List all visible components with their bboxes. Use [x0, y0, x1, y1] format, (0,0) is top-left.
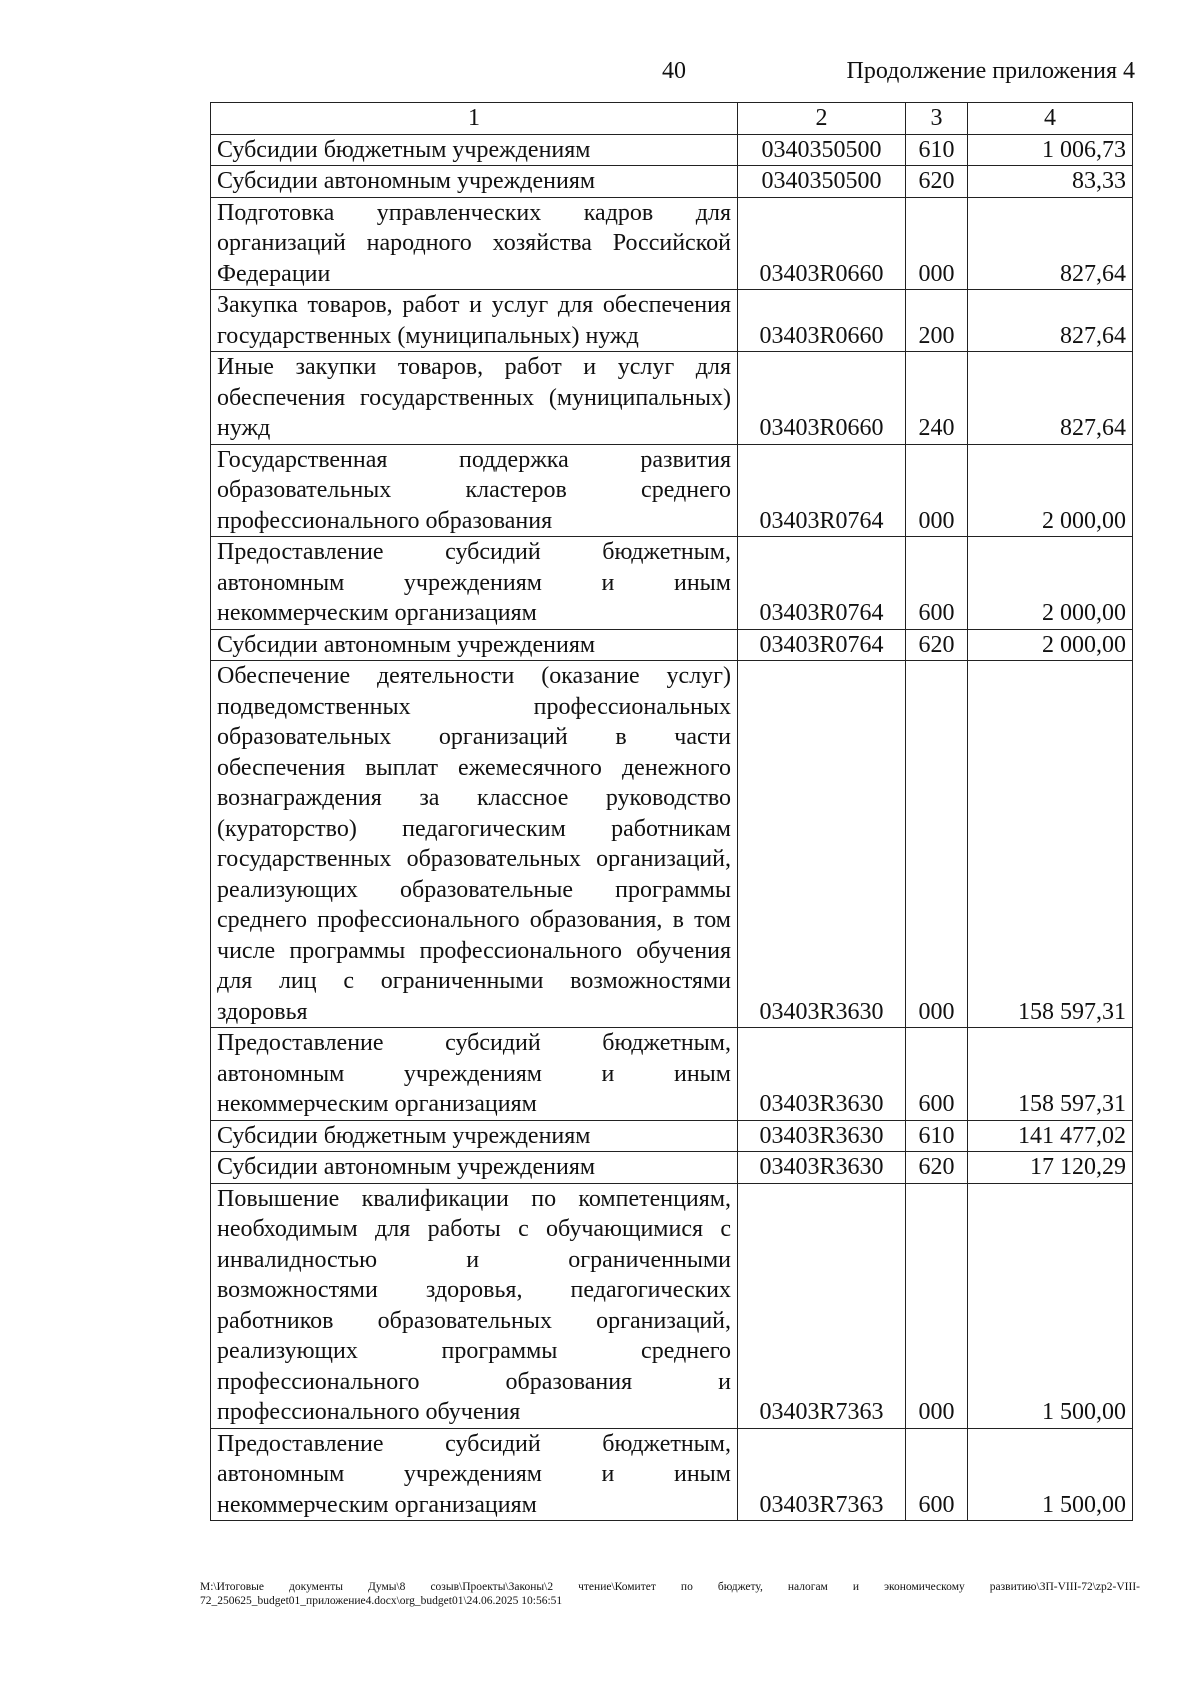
row-name: Иные закупки товаров, работ и услуг для обеспечения государственных (муниципальных) нужд: [211, 352, 738, 445]
row-amount: 827,64: [968, 197, 1133, 290]
row-name: Повышение квалификации по компетенциям, необходимым для работы с обучающимися с инвалидностью и ограниченными возможностями здоровья, педагогических работников образовательных организаций, реализующих программы среднего профессионального образования и профессионального обучения: [211, 1183, 738, 1428]
row-amount: 2 000,00: [968, 629, 1133, 661]
row-code: 0340350500: [738, 134, 906, 166]
row-amount: 141 477,02: [968, 1120, 1133, 1152]
row-type: 200: [906, 290, 968, 352]
row-type: 620: [906, 1152, 968, 1184]
row-type: 610: [906, 134, 968, 166]
row-type: 600: [906, 1428, 968, 1521]
table-row: [211, 537, 1133, 630]
table-row: [211, 661, 1133, 1028]
table-row: [211, 290, 1133, 352]
row-amount: 1 500,00: [968, 1428, 1133, 1521]
row-type: 620: [906, 166, 968, 198]
row-type: 600: [906, 1028, 968, 1121]
row-type: 000: [906, 197, 968, 290]
column-header: 2: [738, 103, 906, 135]
row-amount: 827,64: [968, 290, 1133, 352]
row-code: 03403R0660: [738, 352, 906, 445]
row-type: 000: [906, 444, 968, 537]
row-type: 620: [906, 629, 968, 661]
row-code: 03403R7363: [738, 1428, 906, 1521]
row-amount: 1 500,00: [968, 1183, 1133, 1428]
budget-table: [210, 102, 1133, 1521]
table-row: [211, 1152, 1133, 1184]
row-name: Субсидии автономным учреждениям: [211, 629, 738, 661]
table-row: [211, 1028, 1133, 1121]
row-type: 000: [906, 1183, 968, 1428]
table-header-row: [211, 103, 1133, 135]
row-amount: 2 000,00: [968, 537, 1133, 630]
column-header: 3: [906, 103, 968, 135]
row-name: Предоставление субсидий бюджетным, автономным учреждениям и иным некоммерческим организациям: [211, 537, 738, 630]
row-name: Субсидии автономным учреждениям: [211, 1152, 738, 1184]
row-name: Государственная поддержка развития образовательных кластеров среднего профессионального образования: [211, 444, 738, 537]
table-row: [211, 197, 1133, 290]
row-name: Закупка товаров, работ и услуг для обеспечения государственных (муниципальных) нужд: [211, 290, 738, 352]
row-name: Обеспечение деятельности (оказание услуг) подведомственных профессиональных образовательных организаций в части обеспечения выплат ежемесячного денежного вознаграждения за классное руководство (кураторство) педагогическим работникам государственных образовательных организаций, реализующих образовательные программы среднего профессионального образования, в том числе программы профессионального обучения для лиц с ограниченными возможностями здоровья: [211, 661, 738, 1028]
row-code: 03403R7363: [738, 1183, 906, 1428]
row-name: Предоставление субсидий бюджетным, автономным учреждениям и иным некоммерческим организациям: [211, 1028, 738, 1121]
row-amount: 1 006,73: [968, 134, 1133, 166]
row-amount: 83,33: [968, 166, 1133, 198]
row-name: Субсидии бюджетным учреждениям: [211, 1120, 738, 1152]
row-code: 03403R0660: [738, 197, 906, 290]
column-header: 4: [968, 103, 1133, 135]
document-path-footer: M:\Итоговые документы Думы\8 созыв\Проекты\Законы\2 чтение\Комитет по бюджету, налогам и экономическому развитию\ЗП-VIII-72\zp2-VIII-72_250625_budget01_приложение4.docx\org_budget01\24.06.2025 10:56:51: [200, 1581, 1140, 1607]
table-row: [211, 444, 1133, 537]
row-code: 03403R0660: [738, 290, 906, 352]
row-code: 0340350500: [738, 166, 906, 198]
row-amount: 2 000,00: [968, 444, 1133, 537]
table-row: [211, 1428, 1133, 1521]
row-amount: 158 597,31: [968, 661, 1133, 1028]
row-amount: 827,64: [968, 352, 1133, 445]
row-type: 600: [906, 537, 968, 630]
row-type: 000: [906, 661, 968, 1028]
row-code: 03403R0764: [738, 537, 906, 630]
table-row: [211, 166, 1133, 198]
table-row: [211, 352, 1133, 445]
table-row: [211, 1120, 1133, 1152]
table-row: [211, 134, 1133, 166]
row-amount: 158 597,31: [968, 1028, 1133, 1121]
row-code: 03403R3630: [738, 1120, 906, 1152]
column-header: 1: [211, 103, 738, 135]
row-code: 03403R0764: [738, 629, 906, 661]
table-row: [211, 1183, 1133, 1428]
row-type: 240: [906, 352, 968, 445]
page-number: 40: [662, 58, 686, 84]
table-row: [211, 629, 1133, 661]
row-name: Предоставление субсидий бюджетным, автономным учреждениям и иным некоммерческим организациям: [211, 1428, 738, 1521]
row-name: Субсидии бюджетным учреждениям: [211, 134, 738, 166]
row-name: Субсидии автономным учреждениям: [211, 166, 738, 198]
row-code: 03403R3630: [738, 1028, 906, 1121]
row-code: 03403R0764: [738, 444, 906, 537]
page-title: Продолжение приложения 4: [846, 58, 1135, 84]
row-name: Подготовка управленческих кадров для организаций народного хозяйства Российской Федерации: [211, 197, 738, 290]
row-type: 610: [906, 1120, 968, 1152]
row-code: 03403R3630: [738, 1152, 906, 1184]
row-code: 03403R3630: [738, 661, 906, 1028]
row-amount: 17 120,29: [968, 1152, 1133, 1184]
